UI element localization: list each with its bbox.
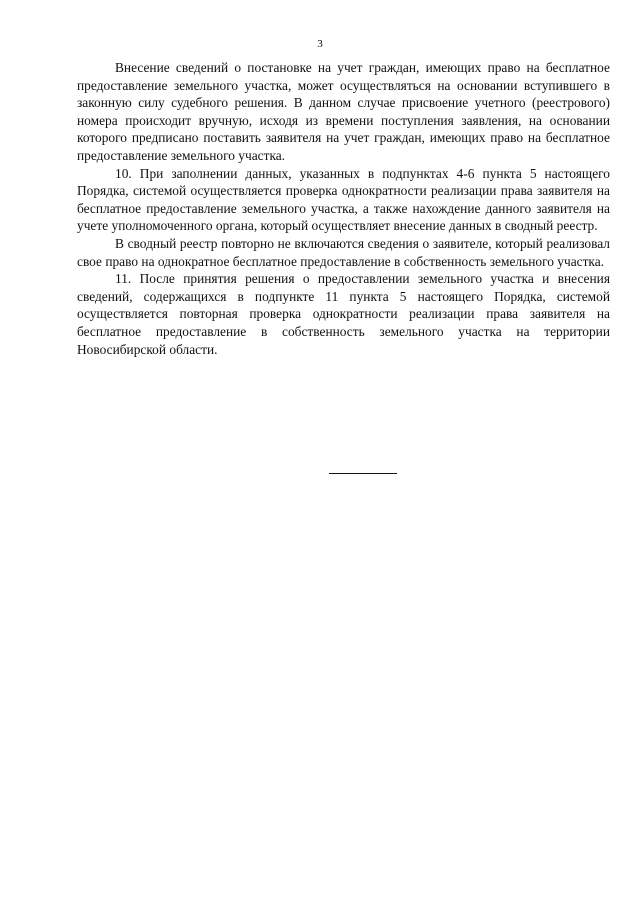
paragraph-item-10: 10. При заполнении данных, указанных в подпунктах 4-6 пункта 5 настоящего Порядка, системой осуществляется проверка однократности реализации права заявителя на бесплатное предоставление земельного участка, а также нахождение данного заявителя на учете уполномоченного органа, который осуществляет внесение данных в сводный реестр. xyxy=(77,165,610,234)
paragraph-court-decision: Внесение сведений о постановке на учет граждан, имеющих право на бесплатное предоставление земельного участка, может осуществляться на основании вступившего в законную силу судебного решения. В данном случае присвоение учетного (реестрового) номера происходит вручную, исходя из времени поступления заявления, на основании которого предписано поставить заявителя на учет граждан, имеющих право на бесплатное предоставление земельного участка. xyxy=(77,60,610,163)
end-divider xyxy=(329,473,397,474)
page-number: 3 xyxy=(317,38,323,50)
paragraph-item-11: 11. После принятия решения о предоставлении земельного участка и внесения сведений, содержащихся в подпункте 11 пункта 5 настоящего Порядка, системой осуществляется повторная проверка однократности реализации права заявителя на бесплатное предоставление в собственность земельного участка на территории Новосибирской области. xyxy=(77,271,610,357)
paragraph-registry-exclusion: В сводный реестр повторно не включаются сведения о заявителе, который реализовал свое право на однократное бесплатное предоставление в собственность земельного участка. xyxy=(77,235,610,269)
document-body xyxy=(77,59,610,358)
